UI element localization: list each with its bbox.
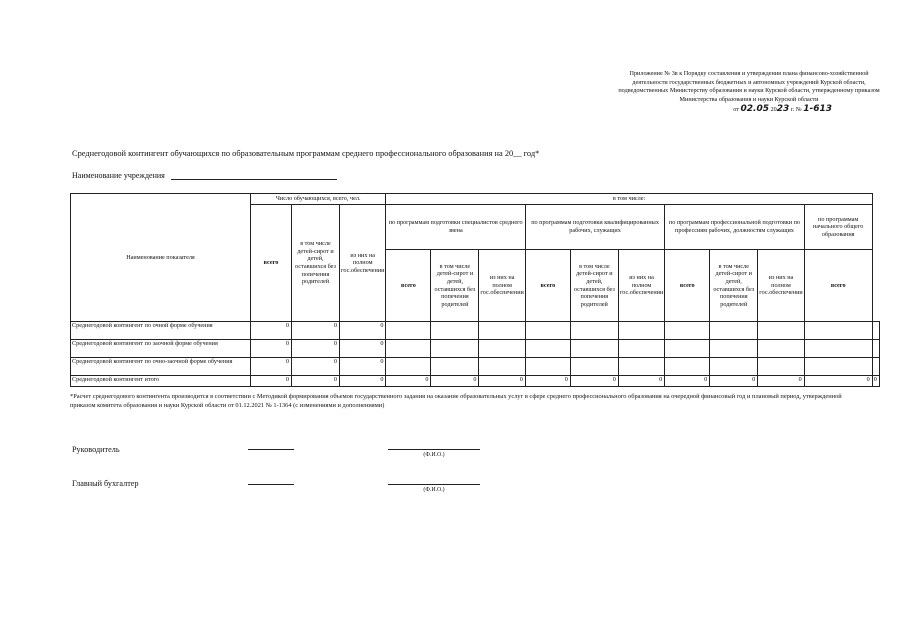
table-cell[interactable] [386, 340, 431, 358]
year-prefix: 20 [770, 106, 777, 114]
table-cell[interactable] [758, 358, 804, 376]
col-total: всего [386, 250, 431, 322]
table-cell[interactable] [431, 358, 479, 376]
prog1-header: по программам подготовки специалистов среднего звена [386, 205, 525, 250]
appendix-header [618, 70, 880, 115]
table-row [71, 358, 880, 376]
table-cell[interactable] [618, 358, 664, 376]
table-cell[interactable] [804, 340, 872, 358]
table-cell[interactable] [479, 340, 525, 358]
table-cell[interactable]: 0 [804, 376, 872, 387]
org-name-label: Наименование учреждения [72, 171, 165, 180]
col-state: из них на полном гос.обеспечении [758, 250, 804, 322]
org-name-row [72, 171, 337, 180]
table-cell[interactable]: 0 [292, 340, 340, 358]
table-cell[interactable]: 0 [340, 376, 386, 387]
order-date-day: 02.05 [740, 104, 769, 115]
col-state: из них на полном гос.обеспечении [618, 250, 664, 322]
table-cell[interactable]: 0 [872, 376, 879, 387]
prog4-header: по программам начального общего образования [804, 205, 872, 250]
table-cell[interactable]: 0 [340, 358, 386, 376]
table-cell[interactable] [710, 322, 758, 340]
table-cell[interactable]: 0 [251, 376, 292, 387]
table-cell[interactable]: 0 [251, 358, 292, 376]
table-cell[interactable] [431, 322, 479, 340]
total-group-header: Число обучающихся, всего, чел. [251, 194, 386, 205]
row-label: Среднегодовой контингент по очной форме обучения [71, 322, 251, 340]
head-signature-line[interactable] [248, 449, 294, 450]
head-fio-caption: (Ф.И.О.) [423, 452, 445, 458]
table-cell[interactable]: 0 [340, 322, 386, 340]
head-label: Руководитель [72, 445, 120, 454]
table-cell[interactable] [386, 322, 431, 340]
table-cell[interactable]: 0 [525, 376, 570, 387]
table-cell[interactable]: 0 [479, 376, 525, 387]
table-row [71, 322, 880, 340]
table-cell[interactable] [872, 358, 879, 376]
table-cell[interactable] [872, 340, 879, 358]
table-cell[interactable] [618, 322, 664, 340]
from-prefix: от [733, 106, 739, 114]
prog2-header: по программам подготовки квалифицированных рабочих, служащих [525, 205, 664, 250]
table-row [71, 376, 880, 387]
table-cell[interactable] [804, 358, 872, 376]
table-cell[interactable]: 0 [251, 340, 292, 358]
col-total: всего [665, 250, 710, 322]
col-state: из них на полном гос.обеспечении [340, 205, 386, 322]
table-cell[interactable] [570, 340, 618, 358]
table-cell[interactable] [570, 358, 618, 376]
table-cell[interactable] [525, 358, 570, 376]
table-cell[interactable] [525, 340, 570, 358]
order-number: 1-613 [803, 104, 832, 115]
col-state: из них на полном гос.обеспечении [479, 250, 525, 322]
accountant-label: Главный бухгалтер [72, 479, 139, 488]
table-cell[interactable] [431, 340, 479, 358]
table-cell[interactable] [525, 322, 570, 340]
table-cell[interactable] [804, 322, 872, 340]
accountant-fio-line[interactable] [388, 484, 480, 485]
table-cell[interactable] [570, 322, 618, 340]
col-orphans: в том числе детей-сирот и детей, оставшихся без попечения родителей [570, 250, 618, 322]
page-title: Среднегодовой контингент обучающихся по образовательным программам среднего профессионального образования на 20__ год* [72, 149, 540, 158]
head-fio-line[interactable] [388, 449, 480, 450]
table-cell[interactable]: 0 [386, 376, 431, 387]
table-cell[interactable] [479, 358, 525, 376]
table-cell[interactable] [479, 322, 525, 340]
table-cell[interactable]: 0 [431, 376, 479, 387]
table-cell[interactable] [665, 340, 710, 358]
table-cell[interactable]: 0 [758, 376, 804, 387]
order-date-year: 23 [776, 104, 790, 115]
table-cell[interactable] [758, 340, 804, 358]
indicator-header: Наименование показателя [71, 194, 251, 322]
row-label: Среднегодовой контингент по заочной форме обучения [71, 340, 251, 358]
table-cell[interactable]: 0 [570, 376, 618, 387]
table-cell[interactable] [872, 322, 879, 340]
table-cell[interactable]: 0 [618, 376, 664, 387]
col-orphans: в том числе детей-сирот и детей, оставшихся без попечения родителей [431, 250, 479, 322]
footnote: *Расчет среднегодового контингента производится в соответствии с Методикой формирования объемов государственного задания на оказание образовательных услуг в сфере среднего профессионального образования на очередной финансовый год и плановый период, утвержденной приказом комитета образования и науки Курской области от 01.12.2021 № 1-1364 (с изменениями и дополнениями) [70, 393, 842, 409]
table-cell[interactable]: 0 [292, 322, 340, 340]
including-header: в том числе: [386, 194, 872, 205]
table-row [71, 340, 880, 358]
table-cell[interactable] [665, 358, 710, 376]
accountant-fio-caption: (Ф.И.О.) [423, 487, 445, 493]
org-name-field[interactable] [171, 172, 337, 180]
table-cell[interactable] [618, 340, 664, 358]
appendix-text: Приложение № 3в к Порядку составления и утверждения плана финансово-хозяйственной деятельности государственных бюджетных и автономных учреждений Курской области, подведомственных Министерству образования и науки Курской области, утвержденному приказом Министерства образования и науки Курской области [618, 70, 880, 103]
row-label: Среднегодовой контингент по очно-заочной форме обучения [71, 358, 251, 376]
table-cell[interactable]: 0 [292, 358, 340, 376]
table-cell[interactable] [710, 340, 758, 358]
table-cell[interactable]: 0 [251, 322, 292, 340]
table-cell[interactable] [386, 358, 431, 376]
table-cell[interactable]: 0 [665, 376, 710, 387]
col-orphans: в том числе детей-сирот и детей, оставшихся без попечения родителей [710, 250, 758, 322]
table-cell[interactable] [665, 322, 710, 340]
col-total: всего [804, 250, 872, 322]
table-cell[interactable] [710, 358, 758, 376]
contingent-table [70, 193, 880, 387]
year-suffix: г. № [790, 106, 802, 114]
table-cell[interactable]: 0 [710, 376, 758, 387]
table-cell[interactable]: 0 [340, 340, 386, 358]
table-cell[interactable]: 0 [292, 376, 340, 387]
table-cell[interactable] [758, 322, 804, 340]
prog3-header: по программам профессиональной подготовки по профессиям рабочих, должностям служащих [665, 205, 804, 250]
row-label: Среднегодовой контингент итого [71, 376, 251, 387]
col-orphans: в том числе детей-сирот и детей, оставшихся без попечения родителей [292, 205, 340, 322]
col-total: всего [525, 250, 570, 322]
accountant-signature-line[interactable] [248, 484, 294, 485]
col-total: всего [251, 205, 292, 322]
appendix-order-line [618, 105, 880, 115]
